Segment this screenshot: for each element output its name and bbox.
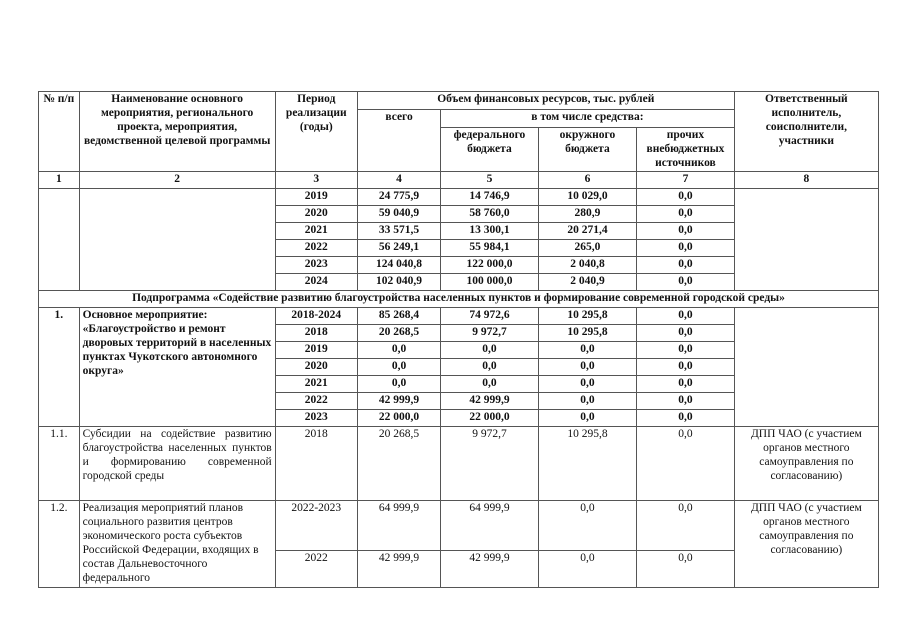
year-cell: 2022-2023 — [275, 501, 357, 551]
federal-cell: 9 972,7 — [441, 325, 539, 342]
year-cell: 2022 — [275, 393, 357, 410]
table-row — [39, 308, 879, 325]
total-cell: 59 040,9 — [357, 206, 440, 223]
subprogram-title: Подпрограмма «Содействие развитию благоустройства населенных пунктов и формирование современной городской среды» — [39, 291, 879, 308]
federal-cell: 0,0 — [441, 376, 539, 393]
year-cell: 2021 — [275, 376, 357, 393]
header-responsible: Ответственный исполнитель, соисполнители, участники — [734, 92, 878, 172]
total-cell: 56 249,1 — [357, 240, 440, 257]
total-cell: 42 999,9 — [357, 393, 440, 410]
other-cell: 0,0 — [637, 325, 735, 342]
other-cell: 0,0 — [637, 376, 735, 393]
event-name: Основное мероприятие: «Благоустройство и ремонт дворовых территорий в населенных пунктах Чукотского автономного округа» — [79, 308, 275, 427]
other-cell: 0,0 — [637, 206, 735, 223]
total-cell: 0,0 — [357, 342, 440, 359]
responsible-cell: ДПП ЧАО (с участием органов местного самоуправления по согласованию) — [734, 501, 878, 588]
column-number: 1 — [39, 172, 80, 189]
item-name: Субсидии на содействие развитию благоустройства населенных пунктов и формированию современной городской среды — [79, 427, 275, 501]
empty-cell — [79, 189, 275, 291]
other-cell: 0,0 — [637, 274, 735, 291]
federal-cell: 100 000,0 — [441, 274, 539, 291]
federal-cell: 22 000,0 — [441, 410, 539, 427]
other-cell: 0,0 — [637, 551, 735, 588]
total-cell: 42 999,9 — [357, 551, 440, 588]
other-cell: 0,0 — [637, 501, 735, 551]
header-no: № п/п — [39, 92, 80, 172]
total-cell: 24 775,9 — [357, 189, 440, 206]
subprogram-row — [39, 291, 879, 308]
district-cell: 0,0 — [538, 551, 637, 588]
year-cell: 2024 — [275, 274, 357, 291]
federal-cell: 64 999,9 — [441, 501, 539, 551]
federal-cell: 122 000,0 — [441, 257, 539, 274]
district-cell: 0,0 — [538, 410, 637, 427]
other-cell: 0,0 — [637, 342, 735, 359]
other-cell: 0,0 — [637, 359, 735, 376]
other-cell: 0,0 — [637, 393, 735, 410]
header-name: Наименование основного мероприятия, регионального проекта, мероприятия, ведомственной целевой программы — [79, 92, 275, 172]
total-cell: 0,0 — [357, 376, 440, 393]
total-cell: 102 040,9 — [357, 274, 440, 291]
other-cell: 0,0 — [637, 427, 735, 501]
district-cell: 10 295,8 — [538, 427, 637, 501]
year-cell: 2022 — [275, 240, 357, 257]
total-cell: 64 999,9 — [357, 501, 440, 551]
column-number: 6 — [538, 172, 637, 189]
empty-cell — [39, 189, 80, 291]
header-including: в том числе средства: — [441, 110, 735, 128]
row-number: 1. — [39, 308, 80, 427]
total-cell: 22 000,0 — [357, 410, 440, 427]
district-cell: 10 295,8 — [538, 308, 637, 325]
district-cell: 10 029,0 — [538, 189, 637, 206]
district-cell: 265,0 — [538, 240, 637, 257]
table-row — [39, 427, 879, 501]
row-number: 1.2. — [39, 501, 80, 588]
item-name: Реализация мероприятий планов социального развития центров экономического роста субъектов Российской Федерации, входящих в состав Дальневосточного федерального — [79, 501, 275, 588]
other-cell: 0,0 — [637, 240, 735, 257]
year-cell: 2019 — [275, 342, 357, 359]
district-cell: 0,0 — [538, 501, 637, 551]
district-cell: 280,9 — [538, 206, 637, 223]
financing-table — [38, 91, 879, 588]
header-period: Период реализации (годы) — [275, 92, 357, 172]
total-cell: 20 268,5 — [357, 427, 440, 501]
total-cell: 20 268,5 — [357, 325, 440, 342]
federal-cell: 42 999,9 — [441, 393, 539, 410]
year-cell: 2018 — [275, 325, 357, 342]
empty-cell — [734, 308, 878, 427]
federal-cell: 14 746,9 — [441, 189, 539, 206]
year-cell: 2020 — [275, 206, 357, 223]
federal-cell: 42 999,9 — [441, 551, 539, 588]
year-cell: 2019 — [275, 189, 357, 206]
district-cell: 10 295,8 — [538, 325, 637, 342]
column-number: 7 — [637, 172, 735, 189]
year-cell: 2018 — [275, 427, 357, 501]
responsible-cell: ДПП ЧАО (с участием органов местного самоуправления по согласованию) — [734, 427, 878, 501]
total-cell: 33 571,5 — [357, 223, 440, 240]
year-cell: 2018-2024 — [275, 308, 357, 325]
district-cell: 2 040,8 — [538, 257, 637, 274]
other-cell: 0,0 — [637, 257, 735, 274]
total-cell: 85 268,4 — [357, 308, 440, 325]
federal-cell: 58 760,0 — [441, 206, 539, 223]
column-number: 3 — [275, 172, 357, 189]
column-number: 2 — [79, 172, 275, 189]
header-district: окружного бюджета — [538, 128, 637, 172]
table-row — [39, 189, 879, 206]
federal-cell: 0,0 — [441, 342, 539, 359]
year-cell: 2021 — [275, 223, 357, 240]
other-cell: 0,0 — [637, 189, 735, 206]
table-row — [39, 501, 879, 551]
federal-cell: 9 972,7 — [441, 427, 539, 501]
empty-cell — [734, 189, 878, 291]
total-cell: 0,0 — [357, 359, 440, 376]
federal-cell: 0,0 — [441, 359, 539, 376]
header-federal: федерального бюджета — [441, 128, 539, 172]
district-cell: 20 271,4 — [538, 223, 637, 240]
column-number: 8 — [734, 172, 878, 189]
district-cell: 2 040,9 — [538, 274, 637, 291]
year-cell: 2022 — [275, 551, 357, 588]
header-volume: Объем финансовых ресурсов, тыс. рублей — [357, 92, 734, 110]
year-cell: 2023 — [275, 410, 357, 427]
year-cell: 2020 — [275, 359, 357, 376]
district-cell: 0,0 — [538, 376, 637, 393]
other-cell: 0,0 — [637, 308, 735, 325]
year-cell: 2023 — [275, 257, 357, 274]
header-total: всего — [357, 110, 440, 172]
federal-cell: 55 984,1 — [441, 240, 539, 257]
federal-cell: 74 972,6 — [441, 308, 539, 325]
district-cell: 0,0 — [538, 342, 637, 359]
header-numbers-row — [39, 172, 879, 189]
column-number: 4 — [357, 172, 440, 189]
row-number: 1.1. — [39, 427, 80, 501]
federal-cell: 13 300,1 — [441, 223, 539, 240]
header-other: прочих внебюджетных источников — [637, 128, 735, 172]
district-cell: 0,0 — [538, 393, 637, 410]
other-cell: 0,0 — [637, 223, 735, 240]
other-cell: 0,0 — [637, 410, 735, 427]
column-number: 5 — [441, 172, 539, 189]
district-cell: 0,0 — [538, 359, 637, 376]
total-cell: 124 040,8 — [357, 257, 440, 274]
